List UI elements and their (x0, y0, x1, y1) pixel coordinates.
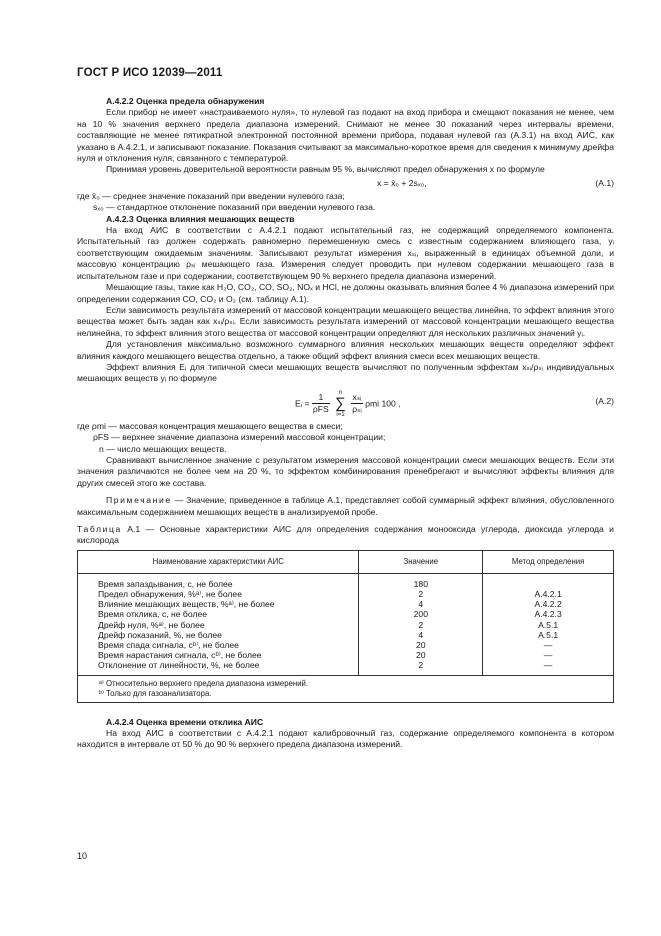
table-footnote-row (78, 675, 614, 702)
formula-number: (А.1) (595, 177, 614, 188)
legend-text: — верхнее значение диапазона измерений массовой концентрации; (108, 432, 386, 443)
table-caption-text: А.1 — Основные характеристики АИС для определения содержания монооксида углерода, диоксида углерода и кислорода (77, 524, 614, 546)
note-label: Примечание (106, 495, 172, 506)
table-row (78, 640, 614, 650)
fraction-denominator: ρFS (312, 404, 329, 415)
legend-row (77, 444, 614, 455)
formula-fraction (312, 392, 330, 416)
formula-expression (295, 389, 401, 419)
sum-sign: ∑ (335, 394, 346, 412)
table-cell: 20 (359, 650, 483, 660)
formula-a2 (77, 387, 614, 419)
table-cell: Время отклика, с, не более (78, 609, 359, 619)
formula-tail: ρmi 100 , (365, 398, 401, 409)
table-cell: Влияние мешающих веществ, %ᵃ⁾, не более (78, 599, 359, 609)
paragraph: Принимая уровень доверительной вероятности равным 95 %, вычисляют предел обнаружения x по формуле (106, 164, 545, 175)
table-cell: Отклонение от линейности, %, не более (78, 660, 359, 675)
legend-row (77, 191, 614, 202)
note-text: — Значение, приведенное в таблице А.1, представляет собой суммарный эффект влияния, обусловленного максимальным содержанием мешающих веществ в анализируемой пробе. (77, 495, 614, 517)
table-cell: А.4.2.2 (483, 599, 614, 609)
table-cell: 20 (359, 640, 483, 650)
paragraph: Сравнивают вычисленное значение с результатом измерения массовой концентрации смеси мешающих веществ. Если эти значения различаются не более чем на 20 %, то эффектом комбинирования пренебрегают и вычисляют эффекты влияния для других смесей этого же состава. (77, 454, 614, 488)
table-row (78, 630, 614, 640)
formula-legend (77, 191, 614, 214)
paragraph: Если прибор не имеет «настраиваемого нуля», то нулевой газ подают на вход прибора и смещают показания не менее, чем на 10 % значения верхнего предела диапазона измерений. Снимают не менее 30 показаний через интервалы времени, составляющие не менее пятикратной электронной постоянной времени прибора, подавая нулевой газ (А.3.1) на вход АИС, как указано в А.4.2.1, и записывают показание. Показания считывают за максимально-короткое время для сведения к минимуму дрейфа нуля и отклонения нуля, связанного с температурой. (77, 107, 614, 164)
table-cell: Время нарастания сигнала, сᵇ⁾, не более (78, 650, 359, 660)
legend-row (77, 432, 614, 443)
table-cell: Дрейф нуля, %ᵃ⁾, не более (78, 620, 359, 630)
page-number: 10 (77, 851, 88, 861)
paragraph: Мешающие газы, такие как H₂O, CO₂, CO, SO₂, NOₓ и HCl, не должны оказывать влияния более 4 % диапазона измерений при определении содержания CO, CO₂ и O₂ (см. таблицу А.1). (77, 282, 615, 304)
fraction-denominator: ρₛᵢ (352, 404, 362, 415)
table-caption (77, 524, 614, 547)
table-header-row (78, 550, 614, 573)
table-cell: — (483, 650, 614, 660)
legend-symbol: где x̄₀ (77, 190, 100, 201)
legend-text: — среднее значение показаний при введении нулевого газа; (99, 190, 345, 201)
table-cell: Время спада сигнала, сᵇ⁾, не более (78, 640, 359, 650)
table-footnotes (78, 675, 614, 702)
paragraph: Для установления максимально возможного суммарного влияния нескольких мешающих веществ определяют эффект влияния каждого мешающего вещества отдельно, а также общий эффект влияния смеси всех мешающих веществ. (77, 339, 614, 361)
table-cell: А.5.1 (483, 630, 614, 640)
table-row (78, 609, 614, 619)
table-cell: А.4.2.3 (483, 609, 614, 619)
table-caption-label: Таблица (77, 524, 122, 534)
formula-sum (335, 389, 346, 419)
table-cell: А.5.1 (483, 620, 614, 630)
formula-lhs: Eᵢ = (295, 398, 310, 409)
section-heading-a424: А.4.2.4 Оценка времени отклика АИС (106, 716, 264, 727)
paragraph: На вход АИС в соответствии с А.4.2.1 подают калибровочный газ, содержание определяемого компонента в котором находится в интервале от 50 % до 90 % верхнего предела диапазона измерений. (77, 728, 614, 750)
legend-row (77, 202, 614, 213)
table-cell: — (483, 660, 614, 675)
table-cell: 4 (359, 599, 483, 609)
characteristics-table (77, 550, 614, 703)
paragraph: На вход АИС в соответствии с А.4.2.1 подают испытательный газ, не содержащий определяемого компонента. Испытательный газ должен содержать равномерно перемешенную смесь с известным содержанием влияющего газа, yᵢ соответствующим ожидаемым значениям. Записывают результат измерения xₛᵢ, выраженный в единицах объемной доли, и массовую концентрацию ρₛᵢ мешающего газа. Измерения следует проводить при нулевом содержании мешающего газа в испытательном газе и при содержании, соответствующем 90 % верхнего предела диапазона измерений. (77, 225, 614, 281)
legend-symbol: где ρmi (77, 420, 106, 431)
table-cell: 2 (359, 660, 483, 675)
table-cell: А.4.2.1 (483, 589, 614, 599)
formula-number: (А.2) (595, 395, 614, 406)
legend-symbol: n (99, 443, 104, 454)
table-row (78, 620, 614, 630)
legend-text: — массовая концентрация мешающего вещества в смеси; (105, 420, 343, 431)
section-heading-a422: А.4.2.2 Оценка предела обнаружения (106, 96, 265, 106)
table-cell: 2 (359, 589, 483, 599)
fraction-numerator: xₛᵢ (351, 392, 362, 404)
table-header-cell: Значение (359, 550, 483, 573)
table-cell: 200 (359, 609, 483, 619)
legend-text: — число мешающих веществ. (103, 443, 227, 454)
section-heading-a423: А.4.2.3 Оценка влияния мешающих веществ (106, 213, 295, 224)
table-cell (483, 573, 614, 589)
formula-legend (77, 421, 614, 455)
table-row (78, 650, 614, 660)
table-cell: 180 (359, 573, 483, 589)
table-row (78, 573, 614, 589)
formula-fraction (351, 392, 362, 416)
formula-expression: x = x̄₀ + 2sₓ₀, (377, 177, 427, 188)
sum-upper-limit: n (338, 389, 343, 396)
paragraph: Эффект влияния Eᵢ для типичной смеси мешающих веществ вычисляют по полученным эффектам xₛᵢ/ρₛᵢ индивидуальных мешающих веществ yᵢ по формуле (77, 361, 614, 384)
table-header-cell: Метод определения (483, 550, 614, 573)
legend-symbol: ρFS (93, 432, 109, 443)
paragraph: Если зависимость результата измерений от массовой концентрации мешающего вещества линейна, то эффект влияния этого вещества может быть задан как xₛᵢ/ρₛᵢ. Если зависимость результата измерений от массовой концентрации мешающего вещества нелинейна, то эффект влияния этого вещества от массовой концентрации определяют для нескольких различных значений yᵢ. (77, 304, 614, 338)
document-header: ГОСТ Р ИСО 12039—2011 (77, 67, 223, 79)
table-cell: Дрейф показаний, %, не более (78, 630, 359, 640)
table-cell: 4 (359, 630, 483, 640)
legend-symbol: sₓ₀ (93, 202, 104, 213)
table-cell: — (483, 640, 614, 650)
table-header-cell: Наименование характеристики АИС (78, 550, 359, 573)
table-row (78, 599, 614, 609)
table-row (78, 660, 614, 675)
table-row (78, 589, 614, 599)
legend-row (77, 421, 614, 432)
table-cell: Время запаздывания, с, не более (78, 573, 359, 589)
note (77, 495, 614, 518)
fraction-numerator: 1 (312, 392, 330, 404)
table-footnote: ᵃ⁾ Относительно верхнего предела диапазона измерений. (99, 678, 309, 688)
sum-lower-limit: i=1 (336, 411, 345, 418)
legend-text: — стандартное отклонение показаний при введении нулевого газа. (103, 202, 376, 213)
document-body (77, 96, 614, 751)
table-cell: Предел обнаружения, %ᵃ⁾, не более (78, 589, 359, 599)
table-cell: 2 (359, 620, 483, 630)
table-footnote: ᵇ⁾ Только для газоанализатора. (99, 688, 212, 698)
formula-a1 (77, 177, 614, 191)
